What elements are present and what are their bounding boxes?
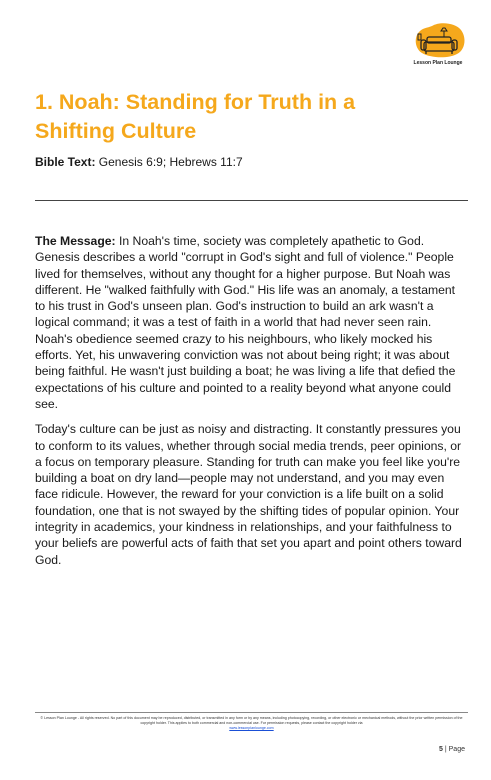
divider-top <box>35 200 468 201</box>
message-label: The Message: <box>35 234 116 248</box>
sofa-icon <box>410 22 466 62</box>
title-line-1: 1. Noah: Standing for Truth in a <box>35 90 356 114</box>
bible-text <box>35 154 465 170</box>
logo-text: Lesson Plan Lounge <box>413 60 463 66</box>
message-text-1: In Noah's time, society was completely apathetic to God. Genesis describes a world "corrupt in God's sight and full of violence." People lived for themselves, without any thought for a higher purpose. But Noah was different. He "walked faithfully with God." His life was an anomaly, a testament to his trust in God's unseen plan. God's instruction to build an ark wasn't a logical command; it was a test of faith in a world that had never seen rain. Noah's obedience seemed crazy to his neighbours, who likely mocked his efforts. Yet, his unwavering conviction was not about being right; it was about being faithful. He wasn't just building a boat; he was living a life that defied the expectations of his culture and pointed to a reality beyond what anyone could see. <box>35 234 456 411</box>
copyright-text: © Lesson Plan Lounge - All rights reserved. No part of this document may be reproduced, distributed, or transmitted in any form or by any means, including photocopying, recording, or other electronic or mechanical methods, without the prior written permission of the copyright holder. This applies to both commercial and non-commercial use. For permission requests, please contact the copyright holder via <box>40 716 463 725</box>
page-title <box>35 88 455 146</box>
page-number <box>439 746 465 753</box>
divider-bottom <box>35 712 468 713</box>
bible-text-reference: Genesis 6:9; Hebrews 11:7 <box>95 155 243 169</box>
bible-text-label: Bible Text: <box>35 155 96 169</box>
page-separator: | <box>442 746 449 753</box>
page-number-value: 5 <box>439 746 443 753</box>
title-line-2: Shifting Culture <box>35 119 197 143</box>
message-paragraph-1 <box>35 233 463 412</box>
message-paragraph-2: Today's culture can be just as noisy and distracting. It constantly pressures you to conform to its values, whether through social media trends, peer opinions, or a focus on temporary pleasure. Standing for truth can make you feel like you're building a boat on dry land—people may not understand, and you may even face ridicule. However, the reward for your conviction is a life built on a solid foundation, one that is not swayed by the shifting tides of popular opinion. Your integrity in academics, your kindness in relationships, and your faithfulness to your beliefs are powerful acts of faith that set you apart and point others toward God. <box>35 422 462 567</box>
brand-logo <box>410 22 466 72</box>
website-link[interactable]: www.lessonplanlounge.com <box>229 726 274 730</box>
message-body <box>35 233 463 577</box>
page-label: Page <box>448 746 465 753</box>
footer-copyright <box>35 716 468 731</box>
